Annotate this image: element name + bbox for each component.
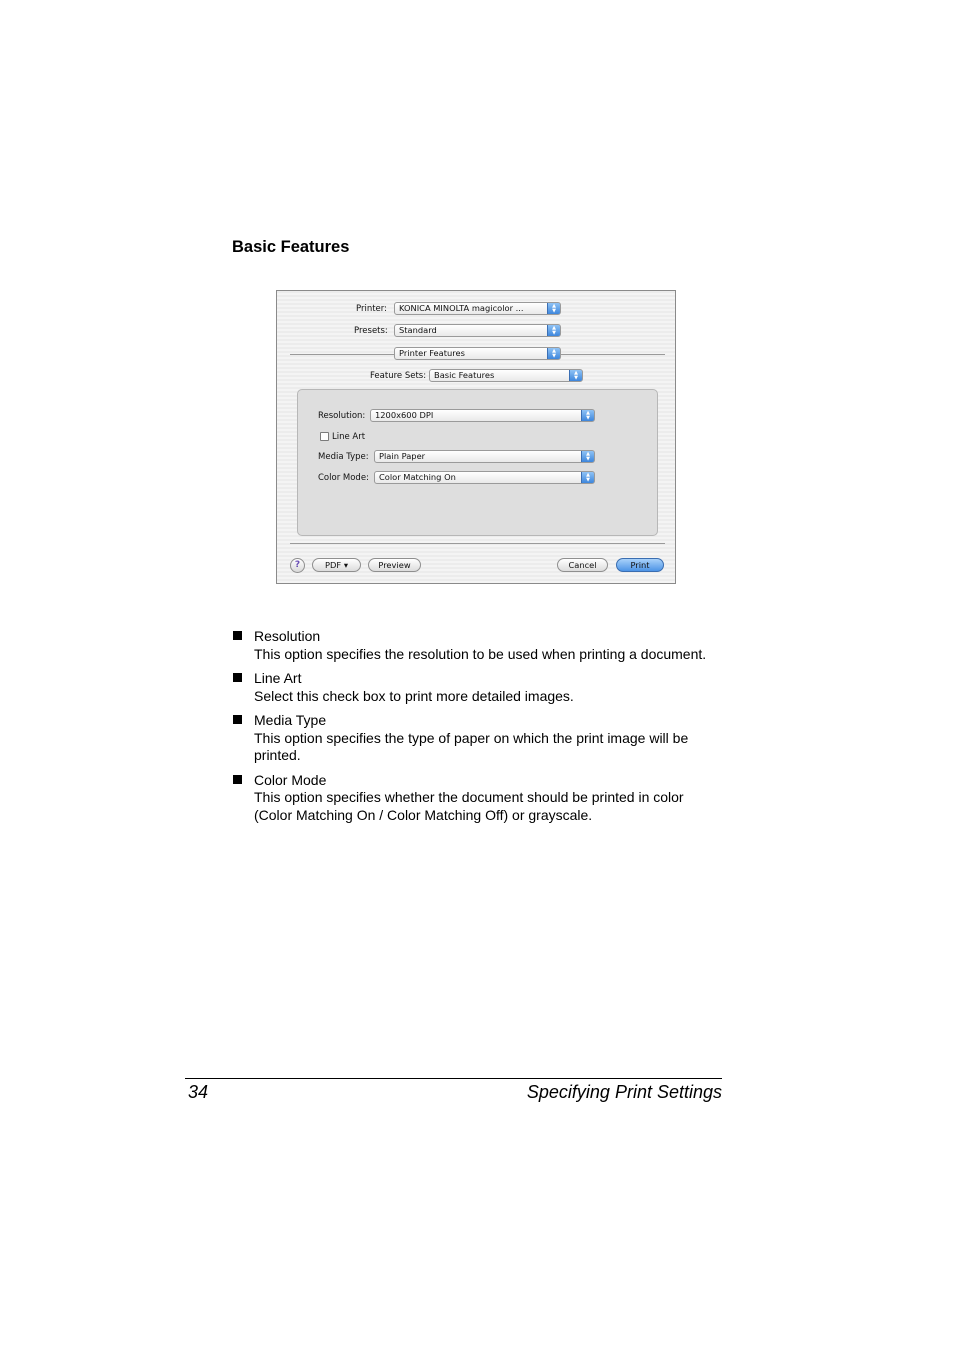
updown-arrows-icon: ▲ ▼: [547, 302, 561, 315]
footer-rule: [185, 1078, 722, 1079]
bullet-title: Color Mode: [254, 771, 327, 788]
bottom-divider: [290, 543, 665, 544]
bullet-description: This option specifies the resolution to be used when printing a document.: [254, 645, 707, 662]
square-bullet-icon: [233, 673, 242, 682]
color-mode-value: Color Matching On: [379, 472, 456, 482]
footer-title: Specifying Print Settings: [526, 1082, 722, 1102]
color-mode-popup[interactable]: [374, 471, 595, 484]
updown-arrows-icon: ▲ ▼: [581, 471, 595, 484]
presets-value: Standard: [399, 325, 437, 335]
feature-descriptions-list: [232, 628, 732, 831]
bullet-description: This option specifies whether the document should be printed in color (Color Matching On / Color Matching Off) or grayscale.: [254, 789, 684, 823]
bullet-description: Select this check box to print more detailed images.: [254, 687, 574, 704]
bullet-description: This option specifies the type of paper on which the print image will be printed.: [254, 729, 689, 763]
divider-right: [561, 354, 665, 355]
panel-popup[interactable]: [394, 347, 561, 360]
feature-sets-label: Feature Sets:: [370, 371, 427, 381]
feature-sets-value: Basic Features: [434, 370, 495, 380]
cancel-button[interactable]: Cancel: [557, 558, 608, 572]
printer-popup[interactable]: [394, 302, 561, 315]
feature-sets-popup[interactable]: [429, 369, 583, 382]
square-bullet-icon: [233, 775, 242, 784]
print-dialog: [276, 290, 676, 584]
list-item: [232, 772, 732, 825]
panel-value: Printer Features: [399, 348, 465, 358]
line-art-checkbox[interactable]: [320, 432, 329, 441]
help-button[interactable]: ?: [290, 558, 305, 573]
page-number: 34: [188, 1082, 209, 1102]
updown-arrows-icon: ▲ ▼: [547, 347, 561, 360]
section-title: Basic Features: [232, 238, 350, 256]
resolution-value: 1200x600 DPI: [375, 410, 434, 420]
bullet-title: Resolution: [254, 628, 321, 644]
bullet-title: Line Art: [254, 670, 302, 686]
media-type-popup[interactable]: [374, 450, 595, 463]
list-item: [232, 628, 732, 663]
updown-arrows-icon: ▲ ▼: [569, 369, 583, 382]
updown-arrows-icon: ▲ ▼: [547, 324, 561, 337]
updown-arrows-icon: ▲ ▼: [581, 409, 595, 422]
printer-value: KONICA MINOLTA magicolor ...: [399, 303, 524, 313]
square-bullet-icon: [233, 631, 242, 640]
presets-label: Presets:: [354, 326, 388, 336]
features-group-box: [297, 389, 658, 536]
list-item: [232, 712, 732, 765]
preview-button[interactable]: Preview: [368, 558, 421, 572]
square-bullet-icon: [233, 715, 242, 724]
list-item: [232, 670, 732, 705]
bullet-title: Media Type: [254, 712, 327, 728]
pdf-button[interactable]: PDF ▾: [312, 558, 361, 572]
color-mode-label: Color Mode:: [318, 473, 369, 483]
divider-left: [290, 354, 394, 355]
line-art-label: Line Art: [332, 432, 366, 442]
resolution-label: Resolution:: [318, 411, 366, 421]
presets-popup[interactable]: [394, 324, 561, 337]
updown-arrows-icon: ▲ ▼: [581, 450, 595, 463]
media-type-value: Plain Paper: [379, 451, 426, 461]
resolution-popup[interactable]: [370, 409, 595, 422]
print-button[interactable]: Print: [616, 558, 664, 572]
printer-label: Printer:: [356, 304, 387, 314]
media-type-label: Media Type:: [318, 452, 369, 462]
